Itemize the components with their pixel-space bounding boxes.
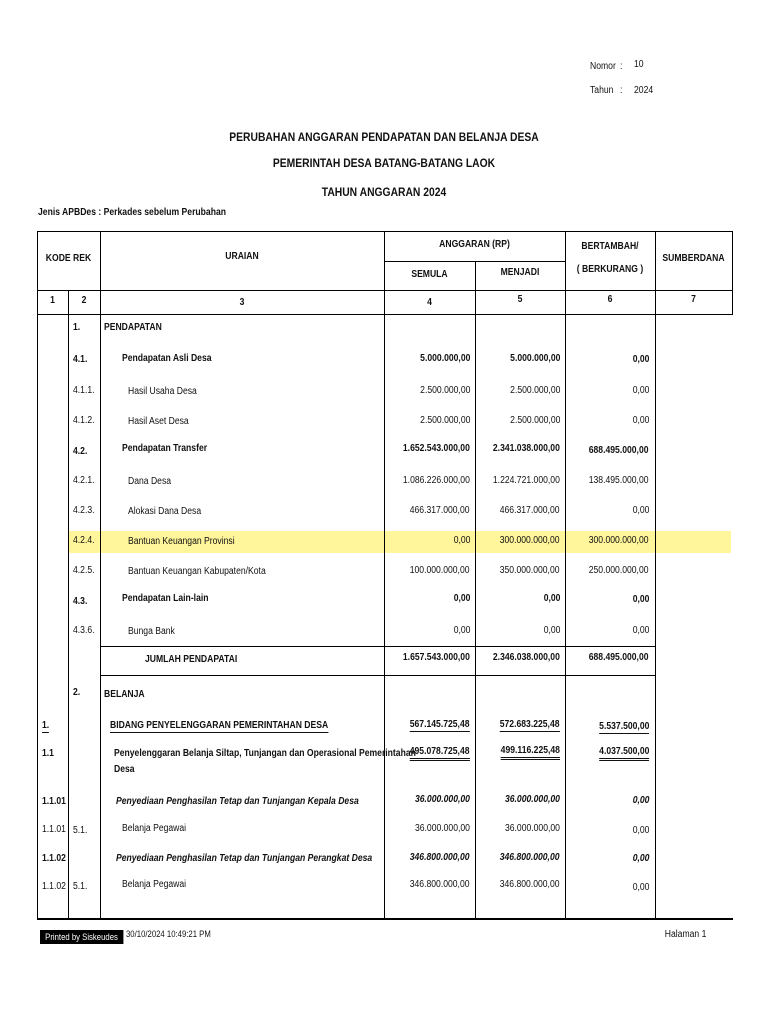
row-code: 4.3. — [73, 596, 88, 607]
row-subcode: 5.1. — [73, 881, 88, 892]
row-semula: 466.317.000,00 — [410, 505, 470, 516]
row-uraian: BIDANG PENYELENGGARAN PEMERINTAHAN DESA — [110, 720, 329, 731]
row-code: 4.2.5. — [73, 565, 95, 576]
row-selisih: 300.000.000,00 — [589, 535, 649, 546]
row-uraian: Hasil Aset Desa — [128, 416, 189, 427]
row-semula: 1.086.226.000,00 — [403, 475, 470, 486]
total-label: JUMLAH PENDAPATAI — [145, 654, 238, 665]
header-sumberdana: SUMBERDANA — [662, 253, 725, 264]
row-uraian: Bunga Bank — [128, 626, 175, 637]
row-selisih: 4.037.500,00 — [599, 746, 649, 761]
row-semula: 0,00 — [453, 535, 470, 546]
row-menjadi: 466.317.000,00 — [500, 505, 560, 516]
row-uraian: PENDAPATAN — [104, 322, 162, 333]
row-semula: 0,00 — [453, 593, 470, 604]
tahun-separator: : — [620, 85, 623, 96]
tahun-label: Tahun — [590, 85, 614, 96]
row-selisih: 138.495.000,00 — [589, 475, 649, 486]
row-code: 1.1.01 — [42, 796, 66, 807]
row-menjadi: 346.800.000,00 — [500, 852, 560, 863]
print-timestamp: 30/10/2024 10:49:21 PM — [126, 929, 211, 939]
row-uraian: Bantuan Keuangan Kabupaten/Kota — [128, 566, 266, 577]
row-uraian-cont: Desa — [114, 764, 135, 775]
row-code: 4.2. — [73, 446, 88, 457]
col-number-6: 6 — [607, 294, 613, 305]
row-code: 4.1.2. — [73, 415, 95, 426]
col-number-2: 2 — [81, 295, 87, 306]
header-menjadi: MENJADI — [500, 267, 540, 278]
row-subcode: 5.1. — [73, 825, 88, 836]
row-semula: 567.145.725,48 — [410, 719, 470, 730]
row-menjadi: 346.800.000,00 — [500, 879, 560, 890]
nomor-label: Nomor — [590, 61, 616, 72]
row-uraian: Pendapatan Asli Desa — [122, 353, 212, 364]
row-code: 4.2.1. — [73, 475, 95, 486]
header-anggaran: ANGGARAN (RP) — [439, 239, 510, 250]
header-berkurang: ( BERKURANG ) — [576, 264, 644, 275]
row-uraian: BELANJA — [104, 689, 145, 700]
row-menjadi: 499.116.225,48 — [501, 745, 560, 760]
nomor-value: 10 — [634, 59, 644, 70]
row-uraian: Pendapatan Lain-lain — [122, 593, 209, 604]
row-menjadi: 572.683.225,48 — [500, 719, 560, 730]
row-code: 4.2.4. — [73, 535, 95, 546]
header-kode-rek: KODE REK — [45, 253, 92, 264]
row-code: 4.2.3. — [73, 505, 95, 516]
row-semula: 2.500.000,00 — [419, 385, 470, 396]
printed-by-badge — [40, 927, 137, 945]
row-code: 4.1.1. — [73, 385, 95, 396]
row-semula: 1.652.543.000,00 — [403, 443, 470, 454]
row-uraian: Dana Desa — [128, 476, 172, 487]
row-uraian: Penyediaan Penghasilan Tetap dan Tunjangan Perangkat Desa — [116, 853, 373, 864]
row-selisih: 688.495.000,00 — [589, 445, 649, 456]
row-code: 1. — [73, 322, 81, 333]
row-menjadi: 2.500.000,00 — [509, 415, 560, 426]
col-number-1: 1 — [50, 295, 55, 306]
row-menjadi: 0,00 — [543, 593, 560, 604]
row-selisih: 0,00 — [632, 385, 649, 396]
nomor-separator: : — [620, 61, 623, 72]
header-bertambah: BERTAMBAH/ — [581, 241, 639, 252]
row-menjadi: 2.341.038.000,00 — [493, 443, 560, 454]
total-menjadi: 2.346.038.000,00 — [493, 652, 560, 663]
printed-by-label: Printed by Siskeudes — [40, 930, 123, 944]
row-uraian: Bantuan Keuangan Provinsi — [128, 536, 235, 547]
col-number-4: 4 — [427, 297, 432, 308]
row-selisih: 0,00 — [632, 625, 649, 636]
row-semula: 495.078.725,48 — [410, 746, 470, 761]
row-semula: 36.000.000,00 — [415, 823, 470, 834]
row-semula: 100.000.000,00 — [410, 565, 470, 576]
col-number-7: 7 — [691, 294, 696, 305]
row-code: 4.1. — [73, 354, 88, 365]
row-menjadi: 350.000.000,00 — [500, 565, 560, 576]
tahun-value: 2024 — [634, 85, 654, 96]
row-code: 1.1.02 — [42, 881, 66, 892]
row-selisih: 0,00 — [632, 354, 649, 365]
document-subtitle: PEMERINTAH DESA BATANG-BATANG LAOK — [272, 156, 496, 170]
row-selisih: 0,00 — [632, 825, 649, 836]
row-code: 4.3.6. — [73, 625, 95, 636]
jenis-apbdes: Jenis APBDes : Perkades sebelum Perubahan — [38, 207, 227, 218]
row-selisih: 250.000.000,00 — [589, 565, 649, 576]
row-menjadi: 1.224.721.000,00 — [493, 475, 560, 486]
row-semula: 2.500.000,00 — [419, 415, 470, 426]
page-number: Halaman 1 — [664, 929, 706, 940]
row-uraian: Alokasi Dana Desa — [128, 506, 202, 517]
row-selisih: 5.537.500,00 — [598, 721, 649, 732]
row-uraian: Penyelenggaran Belanja Siltap, Tunjangan dan Operasional Pemerintahan — [114, 748, 416, 759]
document-title: PERUBAHAN ANGGARAN PENDAPATAN DAN BELANJA DESA — [229, 130, 539, 144]
row-selisih: 0,00 — [632, 594, 649, 605]
row-code: 1.1.01 — [42, 824, 66, 835]
row-selisih: 0,00 — [632, 795, 649, 806]
row-menjadi: 0,00 — [543, 625, 560, 636]
row-uraian: Pendapatan Transfer — [122, 443, 208, 454]
col-number-5: 5 — [517, 294, 523, 305]
row-code: 2. — [73, 687, 81, 698]
row-menjadi: 2.500.000,00 — [509, 385, 560, 396]
row-semula: 36.000.000,00 — [415, 794, 470, 805]
row-selisih: 0,00 — [632, 882, 649, 893]
row-semula: 346.800.000,00 — [410, 879, 470, 890]
row-menjadi: 5.000.000,00 — [509, 353, 560, 364]
row-code: 1.1 — [42, 748, 54, 759]
row-menjadi: 36.000.000,00 — [505, 794, 560, 805]
total-selisih: 688.495.000,00 — [589, 652, 649, 663]
row-selisih: 0,00 — [632, 415, 649, 426]
row-code: 1. — [42, 720, 50, 731]
total-semula: 1.657.543.000,00 — [403, 652, 470, 663]
row-selisih: 0,00 — [632, 505, 649, 516]
row-semula: 5.000.000,00 — [419, 353, 470, 364]
row-uraian: Belanja Pegawai — [122, 879, 187, 890]
row-code: 1.1.02 — [42, 853, 66, 864]
row-semula: 346.800.000,00 — [410, 852, 470, 863]
document-year: TAHUN ANGGARAN 2024 — [321, 185, 447, 199]
header-semula: SEMULA — [411, 269, 448, 280]
row-uraian: Belanja Pegawai — [122, 823, 187, 834]
header-uraian: URAIAN — [225, 251, 259, 262]
row-uraian: Hasil Usaha Desa — [128, 386, 197, 397]
row-menjadi: 36.000.000,00 — [505, 823, 560, 834]
row-menjadi: 300.000.000,00 — [500, 535, 560, 546]
row-selisih: 0,00 — [632, 853, 649, 864]
col-number-3: 3 — [239, 297, 245, 308]
row-uraian: Penyediaan Penghasilan Tetap dan Tunjangan Kepala Desa — [116, 796, 359, 807]
row-semula: 0,00 — [453, 625, 470, 636]
